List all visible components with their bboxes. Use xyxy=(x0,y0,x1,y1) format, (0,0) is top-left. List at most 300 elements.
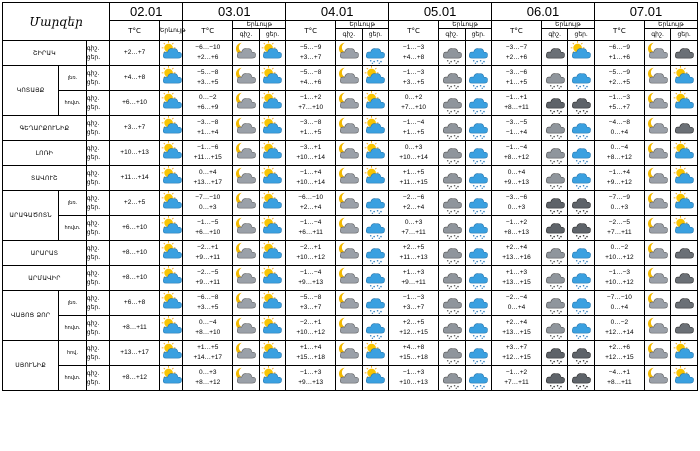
night-temperature: −3…−6 xyxy=(505,69,528,76)
weather-icon-cell xyxy=(160,116,183,141)
temperature-cell xyxy=(594,366,644,391)
day-temperature: +10…+13 xyxy=(399,379,428,386)
weather-icon-cell xyxy=(541,291,568,316)
weather-icon-cell xyxy=(233,141,260,166)
weather-icon-cell xyxy=(644,116,671,141)
moon-partly-cloudy-icon xyxy=(233,66,259,90)
table-row xyxy=(3,241,698,266)
weather-icon-cell xyxy=(465,291,492,316)
weather-icon-cell xyxy=(160,166,183,191)
weather-icon-cell xyxy=(233,91,260,116)
night-temperature: −2…−4 xyxy=(505,294,528,301)
day-temperature: +10…+12 xyxy=(605,254,634,261)
temperature-cell xyxy=(492,291,542,316)
temperature-cell xyxy=(183,316,233,341)
sun-partly-cloudy-icon xyxy=(160,366,182,390)
weather-icon-cell xyxy=(336,241,363,266)
weather-icon-cell xyxy=(644,266,671,291)
day-temperature: +9…+13 xyxy=(504,179,529,186)
day-temperature: +9…+12 xyxy=(606,179,632,186)
night-temperature: −3…−8 xyxy=(197,119,219,126)
weather-icon-cell xyxy=(336,41,363,66)
temperature-cell xyxy=(492,216,542,241)
regions-header: Մարզեր xyxy=(3,3,110,41)
day-temperature: +3…+7 xyxy=(300,54,322,61)
temperature-cell xyxy=(183,116,233,141)
night-temperature: +1…+3 xyxy=(505,269,528,276)
sun-partly-cloudy-icon xyxy=(160,41,182,65)
sun-partly-cloudy-icon xyxy=(260,91,286,115)
sun-partly-cloudy-icon xyxy=(363,166,389,190)
sun-partly-cloudy-icon xyxy=(160,316,182,340)
time-of-day xyxy=(86,241,109,266)
night-temperature: +2…+5 xyxy=(402,244,425,251)
weather-icon-cell xyxy=(160,366,183,391)
night-label: գիշ. xyxy=(86,320,100,327)
cloud-snow-icon xyxy=(439,91,465,115)
weather-icon-cell xyxy=(568,66,595,91)
cloud-snow-icon xyxy=(439,266,465,290)
time-of-day xyxy=(86,66,109,91)
temperature-cell: +3…+7 xyxy=(110,116,160,141)
night-label: գիշ. xyxy=(86,120,100,127)
weather-icon-cell xyxy=(439,91,466,116)
date-header: 07.01 xyxy=(594,3,697,21)
day-temperature: +5…+7 xyxy=(608,104,631,111)
sun-partly-cloudy-icon xyxy=(260,166,286,190)
cloud-snow-light-icon xyxy=(466,216,492,240)
table-row xyxy=(3,366,698,391)
weather-icon-cell xyxy=(465,191,492,216)
day-label: ցեր. xyxy=(86,279,101,286)
weather-icon-cell xyxy=(568,266,595,291)
temperature-cell xyxy=(183,141,233,166)
cloud-snow-light-icon xyxy=(568,66,594,90)
weather-icon-cell xyxy=(541,266,568,291)
day-temperature: +12…+15 xyxy=(605,354,634,361)
day-temperature: +8…+11 xyxy=(607,379,632,386)
day-temperature: +7…+10 xyxy=(298,104,324,111)
temperature-cell xyxy=(286,291,336,316)
day-temperature: +8…+10 xyxy=(195,329,221,336)
weather-icon-cell xyxy=(160,141,183,166)
night-temperature: −1…−6 xyxy=(197,144,219,151)
temperature-cell xyxy=(286,141,336,166)
temperature-cell xyxy=(594,116,644,141)
weather-icon-cell xyxy=(259,266,286,291)
temperature-cell xyxy=(594,41,644,66)
weather-icon-cell xyxy=(465,341,492,366)
day-temperature: 0…+4 xyxy=(507,304,526,311)
weather-icon-cell xyxy=(259,216,286,241)
day-temperature: +13…+15 xyxy=(502,279,531,286)
day-temperature: +1…+5 xyxy=(505,79,528,86)
sun-partly-cloudy-icon xyxy=(160,66,182,90)
weather-icon-cell xyxy=(465,141,492,166)
temperature-cell xyxy=(183,166,233,191)
moon-partly-cloudy-icon xyxy=(336,341,362,365)
day-temperature: +6…+11 xyxy=(298,229,323,236)
day-temperature: +2…+5 xyxy=(608,79,631,86)
moon-partly-cloudy-icon xyxy=(645,141,671,165)
sun-partly-cloudy-icon xyxy=(363,366,389,390)
night-temperature: 0…+3 xyxy=(199,369,217,376)
moon-partly-cloudy-icon xyxy=(336,291,362,315)
table-row xyxy=(3,341,698,366)
moon-partly-cloudy-icon xyxy=(233,41,259,65)
sun-partly-cloudy-icon xyxy=(671,216,697,240)
table-row xyxy=(3,66,698,91)
moon-partly-cloudy-icon xyxy=(645,241,671,265)
night-temperature: −4…+1 xyxy=(608,369,631,376)
table-row xyxy=(3,216,698,241)
cloud-snow-dark-icon xyxy=(568,341,594,365)
day-temperature: +2…+4 xyxy=(402,204,425,211)
weather-icon-cell xyxy=(439,241,466,266)
day-temperature: +14…+17 xyxy=(193,354,223,361)
moon-partly-cloudy-icon xyxy=(336,191,362,215)
temperature-cell: +6…+10 xyxy=(110,91,160,116)
weather-icon-cell xyxy=(259,66,286,91)
weather-icon-cell xyxy=(644,366,671,391)
day-temperature: +2…+6 xyxy=(197,54,219,61)
time-of-day xyxy=(86,266,109,291)
sun-partly-cloudy-icon xyxy=(363,116,389,140)
temperature-cell: +8…+10 xyxy=(110,266,160,291)
day-temperature: +1…+5 xyxy=(402,129,425,136)
forecast-table xyxy=(2,2,698,391)
night-temperature: +2…+6 xyxy=(608,344,631,351)
temperature-cell xyxy=(389,66,439,91)
day-temperature: +15…+18 xyxy=(399,354,428,361)
cloud-snow-dark-icon xyxy=(568,216,594,240)
moon-partly-cloudy-icon xyxy=(336,166,362,190)
day-temperature: −1…+4 xyxy=(505,129,528,136)
weather-icon-cell xyxy=(439,266,466,291)
weather-icon-cell xyxy=(259,366,286,391)
cloud-snow-light-icon xyxy=(466,116,492,140)
cloud-snow-light-icon xyxy=(363,241,389,265)
day-temperature: +6…+10 xyxy=(195,229,221,236)
weather-icon-cell xyxy=(160,341,183,366)
night-temperature: −1…−5 xyxy=(197,219,219,226)
weather-icon-cell xyxy=(160,216,183,241)
night-temperature: −3…−5 xyxy=(505,119,528,126)
temperature-cell: +2…+5 xyxy=(110,191,160,216)
region-name: ՎԱՅՈՑ ՁՈՐ xyxy=(3,291,59,341)
temperature-cell xyxy=(594,91,644,116)
weather-icon-cell xyxy=(233,66,260,91)
cloud-snow-dark-icon xyxy=(542,216,568,240)
weather-icon-cell xyxy=(568,366,595,391)
day-temperature: +12…+14 xyxy=(605,329,634,336)
cloud-snow-light-icon xyxy=(363,291,389,315)
temperature-cell xyxy=(286,266,336,291)
weather-icon-cell xyxy=(644,166,671,191)
weather-icon-cell xyxy=(644,241,671,266)
weather-icon-cell xyxy=(259,91,286,116)
day-label: ցեր. xyxy=(86,154,101,161)
night-temperature: −1…+4 xyxy=(300,169,322,176)
cloud-snow-icon xyxy=(542,241,568,265)
moon-partly-cloudy-icon xyxy=(336,91,362,115)
weather-icon-cell xyxy=(465,91,492,116)
cloud-snow-light-icon xyxy=(466,316,492,340)
night-temperature: −3…−6 xyxy=(505,194,528,201)
night-temperature: −5…−8 xyxy=(300,69,322,76)
day-temperature: 0…+4 xyxy=(610,304,629,311)
weather-icon-cell xyxy=(465,316,492,341)
cloud-overcast-icon xyxy=(671,116,697,140)
cloud-snow-icon xyxy=(542,116,568,140)
temperature-cell xyxy=(183,291,233,316)
temperature-cell xyxy=(492,266,542,291)
night-temperature: −1…−3 xyxy=(608,269,631,276)
sun-partly-cloudy-icon xyxy=(160,141,182,165)
weather-icon-cell xyxy=(362,41,389,66)
weather-icon-cell xyxy=(541,41,568,66)
day-temperature: +4…+8 xyxy=(402,54,425,61)
cloud-snow-light-icon xyxy=(466,366,492,390)
region-name: ԼՈՌԻ xyxy=(3,141,87,166)
temperature-cell xyxy=(286,91,336,116)
night-temperature: +2…+4 xyxy=(505,319,528,326)
precip-header: Երևույթ xyxy=(644,21,697,29)
day-temperature: 0…+3 xyxy=(199,204,217,211)
weather-icon-cell xyxy=(671,41,698,66)
cloud-snow-icon xyxy=(542,166,568,190)
weather-icon-cell xyxy=(259,191,286,216)
night-temperature: −1…+2 xyxy=(505,219,528,226)
weather-icon-cell xyxy=(644,191,671,216)
cloud-snow-dark-icon xyxy=(542,91,568,115)
weather-icon-cell xyxy=(362,191,389,216)
cloud-snow-icon xyxy=(439,166,465,190)
moon-partly-cloudy-icon xyxy=(336,316,362,340)
region-name: ԱՐՄԱՎԻՐ xyxy=(3,266,87,291)
moon-partly-cloudy-icon xyxy=(645,166,671,190)
moon-partly-cloudy-icon xyxy=(233,341,259,365)
night-temperature: 0…+2 xyxy=(404,94,423,101)
temperature-cell xyxy=(492,116,542,141)
cloud-snow-icon xyxy=(439,366,465,390)
night-temperature: −5…−8 xyxy=(197,69,219,76)
moon-partly-cloudy-icon xyxy=(233,366,259,390)
temperature-cell: +8…+12 xyxy=(110,366,160,391)
moon-partly-cloudy-icon xyxy=(233,291,259,315)
table-row xyxy=(3,116,698,141)
night-temperature: 0…−2 xyxy=(610,319,629,326)
weather-icon-cell xyxy=(671,116,698,141)
night-label: գիշ. xyxy=(86,295,100,302)
date-header: 06.01 xyxy=(492,3,595,21)
cloud-snow-light-icon xyxy=(363,316,389,340)
moon-partly-cloudy-icon xyxy=(645,341,671,365)
night-temperature: +4…+8 xyxy=(402,344,425,351)
moon-partly-cloudy-icon xyxy=(233,241,259,265)
temperature-cell xyxy=(492,366,542,391)
moon-partly-cloudy-icon xyxy=(233,316,259,340)
day-temperature: +8…+12 xyxy=(195,379,221,386)
cloud-snow-dark-icon xyxy=(568,366,594,390)
temperature-cell xyxy=(594,316,644,341)
temperature-cell: +11…+14 xyxy=(110,166,160,191)
cloud-snow-icon xyxy=(439,216,465,240)
night-label: գիշ. xyxy=(86,220,100,227)
temperature-cell xyxy=(286,241,336,266)
sun-partly-cloudy-icon xyxy=(363,66,389,90)
day-temperature: +3…+5 xyxy=(197,304,219,311)
region-name: ԱՐԱԳԱԾՈՏՆ xyxy=(3,191,59,241)
cloud-snow-light-icon xyxy=(466,66,492,90)
cloud-snow-light-icon xyxy=(466,291,492,315)
day-temperature: +1…+5 xyxy=(300,129,322,136)
weather-icon-cell xyxy=(568,316,595,341)
weather-icon-cell xyxy=(259,166,286,191)
weather-icon-cell xyxy=(439,291,466,316)
day-temperature: +9…+11 xyxy=(195,279,220,286)
temperature-cell xyxy=(286,216,336,241)
weather-icon-cell xyxy=(465,116,492,141)
day-label: ցեր. xyxy=(86,204,101,211)
weather-icon-cell xyxy=(233,291,260,316)
temperature-cell xyxy=(492,241,542,266)
region-subzone: լեռ. xyxy=(59,291,87,316)
weather-icon-cell xyxy=(439,116,466,141)
cloud-snow-light-icon xyxy=(363,41,389,65)
weather-icon-cell xyxy=(568,191,595,216)
temperature-cell xyxy=(183,266,233,291)
table-row xyxy=(3,41,698,66)
night-label: գիշ. xyxy=(86,95,100,102)
table-row xyxy=(3,191,698,216)
night-label: գիշ. xyxy=(86,245,100,252)
day-temperature: +10…+12 xyxy=(296,254,325,261)
time-of-day xyxy=(86,316,109,341)
cloud-snow-light-icon xyxy=(363,266,389,290)
day-subheader: ցեր. xyxy=(671,29,698,41)
day-temperature: +10…+14 xyxy=(399,154,428,161)
sun-partly-cloudy-icon xyxy=(671,341,697,365)
moon-partly-cloudy-icon xyxy=(233,216,259,240)
sun-partly-cloudy-icon xyxy=(363,91,389,115)
temperature-cell: +10…+13 xyxy=(110,141,160,166)
weather-icon-cell xyxy=(233,366,260,391)
day-label: ցեր. xyxy=(86,79,101,86)
day-subheader: ցեր. xyxy=(465,29,492,41)
weather-icon-cell xyxy=(336,116,363,141)
temperature-cell xyxy=(492,91,542,116)
date-header: 04.01 xyxy=(286,3,389,21)
sun-partly-cloudy-icon xyxy=(160,91,182,115)
cloud-snow-dark-icon xyxy=(542,191,568,215)
day-temperature: +6…+9 xyxy=(197,104,219,111)
weather-icon-cell xyxy=(336,191,363,216)
night-temperature: −1…−3 xyxy=(402,69,425,76)
temperature-cell xyxy=(492,41,542,66)
day-temperature: +11…+15 xyxy=(193,154,222,161)
day-temperature: +12…+15 xyxy=(399,329,428,336)
moon-partly-cloudy-icon xyxy=(233,166,259,190)
weather-icon-cell xyxy=(160,91,183,116)
cloud-snow-light-icon xyxy=(568,141,594,165)
temperature-cell xyxy=(389,216,439,241)
precip-header: Երևույթ xyxy=(233,21,286,29)
time-of-day xyxy=(86,116,109,141)
night-temperature: −1…−3 xyxy=(402,294,425,301)
weather-icon-cell xyxy=(160,41,183,66)
night-temperature: −2…−6 xyxy=(402,194,425,201)
night-temperature: +1…+3 xyxy=(402,269,425,276)
table-row xyxy=(3,266,698,291)
cloud-snow-icon xyxy=(439,291,465,315)
time-of-day xyxy=(86,216,109,241)
weather-icon-cell xyxy=(541,116,568,141)
moon-partly-cloudy-icon xyxy=(336,241,362,265)
weather-icon-cell xyxy=(644,141,671,166)
weather-icon-cell xyxy=(259,341,286,366)
night-temperature: −1…−4 xyxy=(300,219,322,226)
weather-icon-cell xyxy=(541,316,568,341)
sun-partly-cloudy-icon xyxy=(671,66,697,90)
cloud-snow-icon xyxy=(439,66,465,90)
weather-icon-cell xyxy=(568,116,595,141)
cloud-snow-icon xyxy=(542,141,568,165)
temperature-cell xyxy=(183,241,233,266)
temperature-cell: +6…+8 xyxy=(110,291,160,316)
weather-icon-cell xyxy=(362,241,389,266)
weather-icon-cell xyxy=(439,316,466,341)
cloud-snow-icon xyxy=(542,266,568,290)
night-temperature: −7…−9 xyxy=(608,194,631,201)
weather-icon-cell xyxy=(568,41,595,66)
weather-icon-cell xyxy=(644,316,671,341)
night-subheader: գիշ. xyxy=(644,29,671,41)
temperature-cell xyxy=(389,241,439,266)
weather-icon-cell xyxy=(233,266,260,291)
region-subzone: լեռ. xyxy=(59,191,87,216)
temperature-cell xyxy=(492,191,542,216)
weather-icon-cell xyxy=(671,216,698,241)
night-label: գիշ. xyxy=(86,345,100,352)
temp-header: T°C xyxy=(594,21,644,41)
weather-icon-cell xyxy=(259,316,286,341)
weather-icon-cell xyxy=(541,241,568,266)
temperature-cell xyxy=(492,341,542,366)
day-label: ցեր. xyxy=(86,104,101,111)
night-temperature: −5…−9 xyxy=(608,69,631,76)
weather-icon-cell xyxy=(233,191,260,216)
weather-icon-cell xyxy=(362,116,389,141)
weather-icon-cell xyxy=(568,141,595,166)
night-label: գիշ. xyxy=(86,45,100,52)
temperature-cell xyxy=(389,191,439,216)
sun-partly-cloudy-icon xyxy=(260,191,286,215)
temperature-cell xyxy=(183,366,233,391)
night-temperature: 0…−2 xyxy=(199,94,217,101)
temperature-cell xyxy=(183,66,233,91)
temperature-cell xyxy=(183,341,233,366)
night-temperature: −2…−5 xyxy=(197,269,219,276)
time-of-day xyxy=(86,41,109,66)
temperature-cell xyxy=(492,66,542,91)
weather-icon-cell xyxy=(439,141,466,166)
night-temperature: −2…+1 xyxy=(300,244,322,251)
moon-partly-cloudy-icon xyxy=(645,191,671,215)
region-subzone: հովտ. xyxy=(59,316,87,341)
night-temperature: +1…+4 xyxy=(300,344,322,351)
precip-header: Երևույթ xyxy=(439,21,492,29)
